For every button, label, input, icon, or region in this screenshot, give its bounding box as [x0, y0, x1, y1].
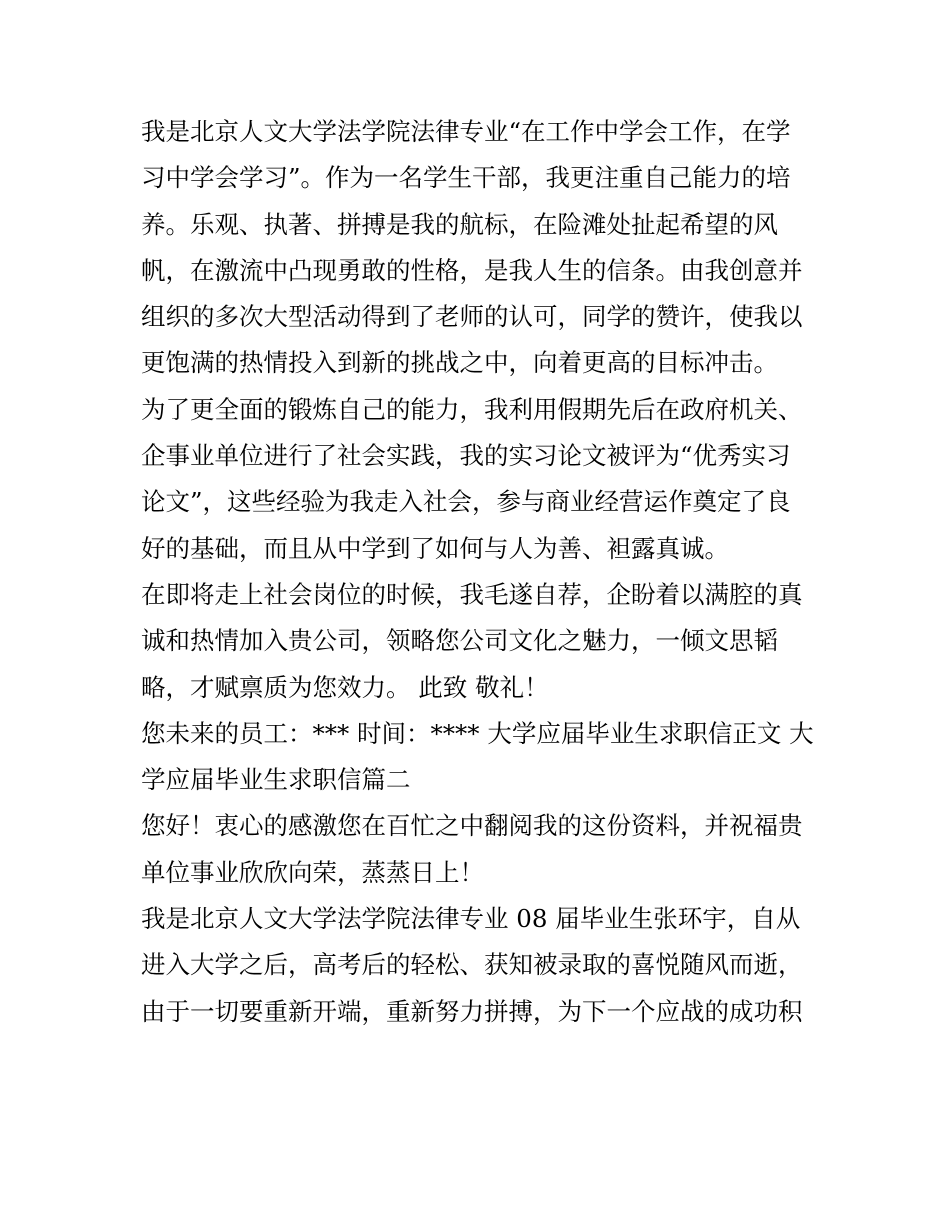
text-line: 论文”，这些经验为我走入社会，参与商业经营运作奠定了良	[141, 487, 791, 517]
text-line: 养。乐观、执著、拼搏是我的航标，在险滩处扯起希望的风	[141, 209, 778, 239]
text-line: 略，才赋禀质为您效力。 此致 敬礼！	[141, 672, 549, 702]
text-line: 组织的多次大型活动得到了老师的认可，同学的赞许，使我以	[141, 302, 803, 332]
text-line: 单位事业欣欣向荣，蒸蒸日上！	[141, 857, 484, 887]
text-line: 学应届毕业生求职信篇二	[141, 765, 411, 795]
text-line: 在即将走上社会岗位的时候，我毛遂自荐，企盼着以满腔的真	[141, 579, 803, 609]
text-line: 更饱满的热情投入到新的挑战之中，向着更高的目标冲击。	[141, 348, 778, 378]
text-line: 好的基础，而且从中学到了如何与人为善、袒露真诚。	[141, 533, 729, 563]
text-line: 您好！衷心的感激您在百忙之中翻阅我的这份资料，并祝福贵	[141, 811, 803, 841]
text-line: 我是北京人文大学法学院法律专业 08 届毕业生张环宇，自从	[141, 904, 801, 934]
text-line: 习中学会学习”。作为一名学生干部，我更注重自己能力的培	[141, 163, 791, 193]
text-line: 诚和热情加入贵公司，领略您公司文化之魅力，一倾文思韬	[141, 626, 778, 656]
text-line: 进入大学之后，高考后的轻松、获知被录取的喜悦随风而逝，	[141, 950, 803, 980]
text-line: 企事业单位进行了社会实践，我的实习论文被评为“优秀实习	[141, 441, 791, 471]
text-line: 帆，在激流中凸现勇敢的性格，是我人生的信条。由我创意并	[141, 255, 803, 285]
text-line: 为了更全面的锻炼自己的能力，我利用假期先后在政府机关、	[141, 394, 803, 424]
text-line: 我是北京人文大学法学院法律专业“在工作中学会工作，在学	[141, 117, 791, 146]
body-text	[141, 109, 821, 1035]
text-line: 您未来的员工：*** 时间：**** 大学应届毕业生求职信正文 大	[141, 718, 814, 748]
text-line: 由于一切要重新开端，重新努力拼搏，为下一个应战的成功积	[141, 996, 803, 1026]
